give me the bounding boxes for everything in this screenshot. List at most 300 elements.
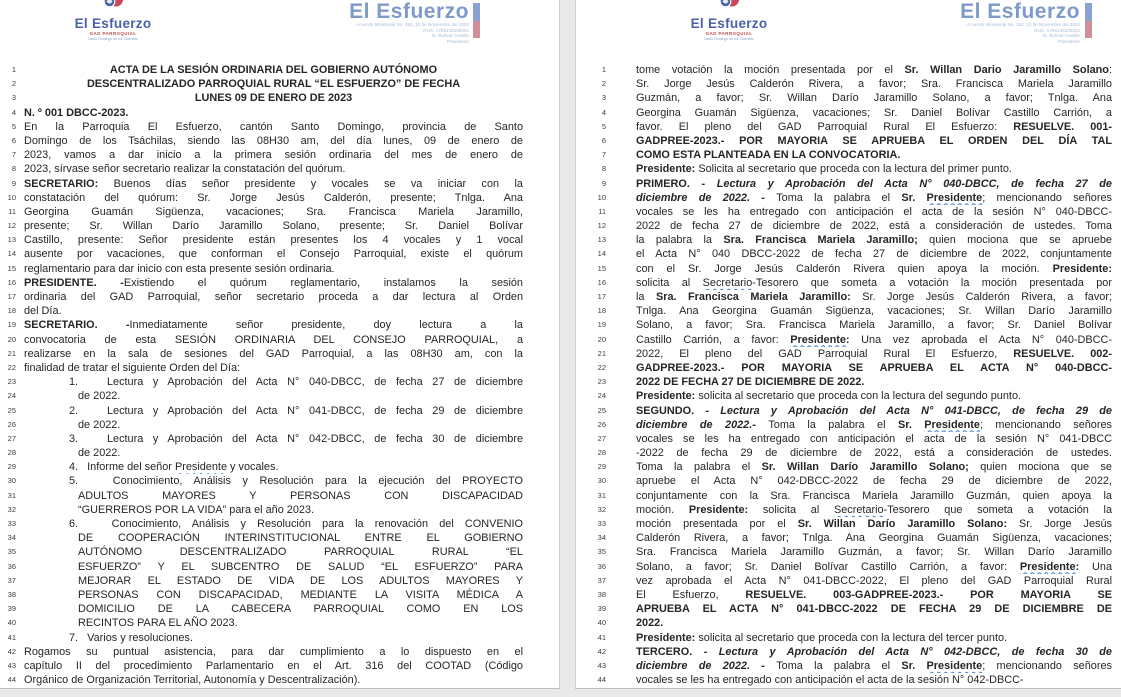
document-line — [576, 560, 1121, 574]
document-line — [576, 602, 1121, 616]
document-line — [0, 120, 559, 134]
line-number: 20 — [597, 334, 606, 344]
line-text: ESFUERZO” Y EL SUBCENTRO DE SALUD “EL ESFUERZO” PARA — [78, 560, 523, 573]
line-text: APRUEBA EL ACTA N° 041-DBCC-2022 DE FECHA 29 DE DICIEMBRE DE — [636, 603, 1112, 616]
letterhead-detail: Sr. Bolívar Castillo — [431, 33, 469, 39]
logo-subtitle: GAD PARROQUIAL — [705, 31, 753, 36]
document-page-2[interactable] — [575, 0, 1121, 689]
line-number: 37 — [597, 575, 606, 585]
document-line — [0, 616, 559, 630]
letterhead-detail: Sr. Bolívar Castillo — [1042, 33, 1080, 39]
document-line — [576, 148, 1121, 162]
line-text: -2022 de fecha 29 de diciembre de 2022, está a consideración de ustedes. — [636, 447, 1112, 460]
line-number: 32 — [597, 504, 606, 514]
line-text: SECRETARIO: Buenos días señor presidente y vocales se va iniciar con la — [24, 177, 523, 190]
line-text: moción. Presidente: solicita al Secretario-Tesorero que someta a votación la — [636, 503, 1112, 516]
line-text: favor. El pleno del GAD Parroquial Rural El Esfuerzo: RESUELVE. 001- — [636, 120, 1113, 133]
line-text: 2022 DE FECHA 27 DE DICIEMBRE DE 2022. — [636, 376, 865, 389]
line-number: 15 — [7, 263, 16, 273]
line-number: 29 — [597, 462, 606, 472]
line-text: 3. Lectura y Aprobación del Acta N° 042-DBCC, de fecha 30 de diciembre — [69, 432, 523, 445]
line-number: 36 — [7, 561, 16, 571]
line-number: 42 — [597, 646, 606, 656]
line-text: MEJORAR EL ESTADO DE VIDA DE LOS ADULTOS MAYORES Y — [78, 574, 523, 587]
flag-bar-icon — [1085, 3, 1092, 38]
document-line — [0, 63, 559, 77]
document-line — [0, 177, 559, 191]
line-number: 12 — [597, 221, 606, 231]
line-text: la Sra. Francisca Mariela Jaramillo: Sr. Jorge Jesús Calderón Rivera, a favor; — [636, 291, 1112, 303]
document-line — [0, 432, 559, 446]
document-line — [0, 517, 559, 531]
line-text: Tnlga. Ana Georgina Guamán Sigüenza, vacaciones; Sr. Willan Darío Jaramillo — [636, 305, 1112, 318]
line-text: ordinaria del GAD Parroquial, señor secretario proceda a dar lectura al Orden — [24, 291, 523, 303]
document-line — [576, 347, 1121, 361]
line-number: 3 — [601, 93, 606, 103]
document-line — [576, 106, 1121, 120]
line-number: 37 — [7, 575, 16, 585]
line-text: DESCENTRALIZADO PARROQUIAL RURAL “EL ESFUERZO” DE FECHA — [86, 78, 461, 91]
document-line — [576, 389, 1121, 403]
line-text: 5. Conocimiento, Análisis y Resolución para la ejecución del PROYECTO — [69, 475, 523, 488]
line-text: LUNES 09 DE ENERO DE 2023 — [194, 92, 353, 105]
line-number: 16 — [7, 277, 16, 287]
line-text: de 2022. — [78, 418, 121, 431]
line-number: 13 — [597, 235, 606, 245]
page-gutter — [560, 0, 575, 689]
line-number: 30 — [7, 476, 16, 486]
line-text: Calderón Rivera, a favor; Tnlga. Ana Georgina Guamán Sigüenza, vacaciones; — [636, 532, 1112, 545]
page-lines[interactable] — [576, 63, 1121, 687]
line-number: 8 — [601, 164, 606, 174]
line-number: 24 — [7, 391, 16, 401]
line-text: Toma la palabra el Sr. Willan Darío Jaramillo Solano; quien mociona que se — [636, 461, 1112, 474]
document-line — [576, 77, 1121, 91]
line-text: “GUERREROS POR LA VIDA” para el año 2023. — [78, 503, 315, 516]
line-number: 19 — [7, 320, 16, 330]
document-line — [0, 290, 559, 304]
gad-logo — [674, 0, 784, 42]
line-text: El Esfuerzo, RESUELVE. 003-GADPREE-2023.- POR MAYORIA SE — [636, 588, 1112, 601]
document-line — [0, 631, 559, 645]
document-line — [576, 574, 1121, 588]
document-line — [0, 659, 559, 673]
line-number: 7 — [11, 150, 16, 160]
line-text: Presidente: solicita al secretario que proceda con la lectura del tercer punto. — [636, 631, 1008, 644]
line-text: ausente por vacaciones, que conforman el Consejo Parroquial, existe el quórum — [24, 248, 523, 261]
line-text: 4. Informe del señor Presidente y vocales. — [69, 461, 279, 474]
letterhead-detail: Acuerdo Ministerial No. 352, 10 de Noviembre del 2003 — [967, 22, 1080, 27]
line-number: 38 — [597, 589, 606, 599]
line-number: 42 — [7, 646, 16, 656]
line-number: 36 — [597, 561, 606, 571]
line-number: 27 — [7, 433, 16, 443]
logo-swirl-icon — [716, 0, 742, 12]
line-number: 17 — [7, 292, 16, 301]
letterhead-detail: RUC: 1768138200001 — [423, 27, 469, 33]
line-number: 32 — [7, 504, 16, 514]
document-line — [576, 616, 1121, 630]
line-number: 27 — [597, 433, 606, 443]
line-number: 31 — [7, 490, 16, 500]
line-text: Solano, a favor; Sra. Francisca Mariela Jaramillo, a favor; Sr. Daniel Bolívar — [636, 319, 1112, 332]
document-line — [0, 673, 559, 687]
document-line — [576, 162, 1121, 176]
document-line — [0, 233, 559, 247]
document-line — [576, 361, 1121, 375]
spellcheck-word: Presidente — [926, 191, 983, 204]
line-number: 39 — [597, 604, 606, 614]
logo-subtitle: GAD PARROQUIAL — [89, 31, 137, 36]
line-number: 12 — [7, 221, 16, 231]
document-line — [0, 460, 559, 474]
document-line — [576, 205, 1121, 219]
line-text: de 2022. — [78, 390, 121, 403]
document-line — [0, 446, 559, 460]
line-text: Castillo, presente: Señor presidente están presentes los 4 vocales y 1 vocal — [24, 234, 523, 247]
line-text: Georgina Guamán Sigüenza, vacaciones; Sr. Daniel Bolívar Castillo Carrión, a — [636, 106, 1112, 119]
line-text: PRIMERO. - Lectura y Aprobación del Acta N° 040-DBCC, de fecha 27 de — [636, 177, 1112, 190]
line-number: 8 — [11, 164, 16, 174]
document-line — [576, 262, 1121, 276]
document-line — [0, 219, 559, 233]
document-line — [0, 545, 559, 559]
line-number: 19 — [597, 320, 606, 330]
document-line — [576, 489, 1121, 503]
line-number: 35 — [597, 547, 606, 557]
line-text: vez aprobada el Acta N° 041-DBCC-2022, El pleno del GAD Parroquial Rural — [636, 574, 1112, 587]
line-number: 2 — [11, 79, 16, 89]
line-text: vocales se les ha entregado con anticipación el acta de la sesión N° 042-DBCC- — [636, 674, 1024, 687]
document-line — [576, 247, 1121, 261]
document-line — [0, 531, 559, 545]
flag-bar-icon — [473, 3, 480, 38]
line-number: 5 — [601, 121, 606, 131]
line-text: PRESIDENTE. -Existiendo el quórum reglamentario, instalamos la sesión — [24, 276, 523, 289]
document-line — [0, 602, 559, 616]
logo-swirl-icon — [100, 0, 126, 12]
document-line — [576, 134, 1121, 148]
spellcheck-word: Secretario — [702, 276, 753, 289]
line-text: DE COOPERACIÓN INTERINSTITUCIONAL ENTRE EL GOBIERNO — [78, 532, 523, 545]
line-text: 2022 de fecha 27 de diciembre de 2022, está a consideración de ustedes. Toma — [636, 220, 1112, 233]
line-text: Sr. Jorge Jesús Calderón Rivera, a favor; Sra. Francisca Mariela Jaramillo — [636, 78, 1112, 91]
line-text: Domingo de los Tsáchilas, siendo las 08H30 am, del día lunes, 09 de enero de — [24, 134, 523, 147]
line-number: 3 — [11, 93, 16, 103]
document-line — [0, 474, 559, 488]
document-line — [0, 489, 559, 503]
spellcheck-word: Presidente — [924, 418, 980, 431]
document-line — [576, 290, 1121, 304]
line-text: SEGUNDO. - Lectura y Aprobación del Acta N° 041-DBCC, de fecha 29 de — [636, 404, 1112, 417]
line-number: 18 — [7, 306, 16, 316]
document-line — [576, 545, 1121, 559]
letterhead-detail: Acuerdo Ministerial No. 352, 10 de Noviembre del 2003 — [356, 22, 469, 27]
line-text: PERSONAS CON DISCAPACIDAD, MEDIANTE LA VISITA MÉDICA A — [78, 588, 523, 601]
line-text: 2022, El pleno del GAD Parroquial Rural El Esfuerzo, RESUELVE. 002- — [636, 347, 1112, 360]
line-number: 4 — [601, 107, 606, 117]
line-number: 34 — [597, 533, 606, 543]
document-line — [0, 361, 559, 375]
line-text: finalidad de tratar el siguiente Orden del Día: — [24, 361, 241, 374]
line-number: 35 — [7, 547, 16, 557]
line-number: 10 — [7, 192, 16, 202]
document-line — [0, 645, 559, 659]
document-line — [0, 191, 559, 205]
line-text: GADPREE-2023.- POR MAYORIA SE APRUEBA EL ORDEN DEL DÍA TAL — [636, 134, 1112, 147]
document-line — [0, 333, 559, 347]
line-text: diciembre de 2022.- Toma la palabra el Sr. Presidente; mencionando señores — [636, 418, 1112, 431]
line-text: la palabra la Sra. Francisca Mariela Jaramillo; quien mociona que se apruebe — [636, 234, 1112, 247]
line-text: 2. Lectura y Aprobación del Acta N° 041-DBCC, de fecha 29 de diciembre — [69, 404, 523, 417]
spellcheck-word: Presidente — [1019, 560, 1076, 573]
document-line — [0, 148, 559, 162]
document-line — [576, 517, 1121, 531]
document-line — [0, 91, 559, 105]
line-number: 43 — [7, 660, 16, 670]
line-number: 16 — [597, 277, 606, 287]
line-text: Rogamos su puntual asistencia, para dar cumplimiento a lo dispuesto en el — [24, 645, 523, 658]
line-text: Orgánico de Organización Territorial, Autonomía y Descentralización). — [24, 674, 361, 687]
document-line — [576, 404, 1121, 418]
line-number: 20 — [7, 334, 16, 344]
line-number: 14 — [597, 249, 606, 259]
line-text: RECINTOS PARA EL AÑO 2023. — [78, 617, 238, 630]
line-number: 41 — [7, 632, 16, 642]
document-line — [576, 645, 1121, 659]
line-number: 1 — [11, 65, 16, 74]
line-text: realizarse en la sala de sesiones del GAD Parroquial, a las 08H30 am, con la — [24, 347, 523, 360]
document-line — [576, 318, 1121, 332]
line-number: 6 — [601, 135, 606, 145]
line-text: En la Parroquia El Esfuerzo, cantón Santo Domingo, provincia de Santo — [24, 120, 523, 133]
line-text: N. º 001 DBCC-2023. — [24, 106, 129, 119]
line-number: 28 — [7, 448, 16, 458]
letterhead-brand — [960, 1, 1080, 44]
document-line — [0, 247, 559, 261]
line-text: Guzmán, a favor; Sr. Willan Darío Jaramillo Solano, a favor; Tnlga. Ana — [636, 92, 1112, 105]
line-text: conjuntamente con la Sra. Francisca Mariela Jaramillo Guzmán, quien apoya la — [636, 489, 1112, 502]
line-number: 14 — [7, 249, 16, 259]
line-text: vocales se les ha entregado con anticipación el acta de la sesión N° 040-DBCC- — [636, 205, 1112, 218]
line-text: ACTA DE LA SESIÓN ORDINARIA DEL GOBIERNO AUTÓNOMO — [109, 64, 438, 76]
line-text: vocales se les ha entregado con anticipación el acta de la sesión N° 041-DBCC — [636, 432, 1112, 445]
line-text: AUTÓNOMO DESCENTRALIZADO PARROQUIAL RURAL “EL — [78, 546, 523, 559]
document-line — [0, 347, 559, 361]
line-number: 44 — [597, 675, 606, 685]
logo-title: El Esfuerzo — [690, 16, 768, 31]
spellcheck-word: Presidente — [174, 461, 228, 474]
line-text: TERCERO. - Lectura y Aprobación del Acta N° 042-DBCC, de fecha 30 de — [636, 645, 1112, 658]
line-text: 7. Varios y resoluciones. — [69, 631, 193, 644]
line-text: ADULTOS MAYORES Y PERSONAS CON DISCAPACIDAD — [78, 489, 523, 502]
document-line — [576, 474, 1121, 488]
line-text: presente; Sr. Willan Darío Jaramillo Solano, presente; Sr. Daniel Bolívar — [24, 220, 523, 233]
logo-subtitle-2: Santo Domingo de los Tsáchilas — [88, 37, 138, 41]
line-text: 2023, vamos a dar inicio a la primera sesión ordinaria del mes de enero de — [24, 149, 523, 162]
document-line — [0, 304, 559, 318]
document-line — [0, 503, 559, 517]
page-lines[interactable] — [0, 63, 559, 687]
line-number: 9 — [11, 178, 16, 188]
document-line — [576, 503, 1121, 517]
document-line — [0, 276, 559, 290]
document-line — [0, 77, 559, 91]
letterhead-title: El Esfuerzo — [960, 0, 1080, 23]
page-header — [0, 0, 559, 63]
document-line — [0, 205, 559, 219]
document-line — [576, 233, 1121, 247]
line-number: 10 — [597, 192, 606, 202]
line-text: con el Sr. Jorge Jesús Calderón Rivera quien apoya la moción. Presidente: — [636, 262, 1112, 275]
line-text: Presidente: Solicita al secretario que proceda con la lectura del primer punto. — [636, 163, 1012, 176]
line-number: 23 — [7, 377, 16, 387]
line-text: COMO ESTA PLANTEADA EN LA CONVOCATORIA. — [636, 149, 901, 162]
line-number: 33 — [7, 519, 16, 528]
spellcheck-word: Presidente — [926, 659, 983, 672]
line-number: 23 — [597, 377, 606, 387]
document-line — [576, 460, 1121, 474]
gad-logo — [58, 0, 168, 42]
line-text: 1. Lectura y Aprobación del Acta N° 040-DBCC, de fecha 27 de diciembre — [69, 376, 523, 389]
line-number: 21 — [597, 348, 606, 358]
line-number: 31 — [597, 490, 606, 500]
letterhead-title: El Esfuerzo — [349, 0, 469, 23]
document-line — [576, 177, 1121, 191]
line-number: 4 — [11, 107, 16, 117]
document-line — [576, 63, 1121, 77]
line-number: 17 — [597, 292, 606, 301]
document-line — [576, 531, 1121, 545]
document-line — [576, 588, 1121, 602]
line-text: Presidente: solicita al secretario que proceda con la lectura del segundo punto. — [636, 390, 1022, 403]
document-line — [576, 91, 1121, 105]
letterhead-brand — [349, 1, 469, 44]
document-line — [0, 404, 559, 418]
line-text: Solano, a favor; Sr. Daniel Bolívar Castillo Carrión, a favor: Presidente: Una — [636, 560, 1113, 573]
document-line — [576, 673, 1121, 687]
line-text: 2023, sírvase señor secretario realizar la constatación del quórum. — [24, 163, 346, 176]
line-number: 2 — [601, 79, 606, 89]
page-header — [576, 0, 1121, 63]
line-text: diciembre de 2022. - Toma la palabra el Sr. Presidente; mencionando señores — [636, 191, 1112, 204]
line-number: 33 — [597, 519, 606, 528]
document-page-1[interactable] — [0, 0, 560, 689]
line-number: 9 — [601, 178, 606, 188]
line-text: constatación del quórum: Sr. Jorge Jesús Calderón, presente; Tnlga. Ana — [24, 191, 523, 204]
logo-title: El Esfuerzo — [74, 16, 152, 31]
line-number: 11 — [8, 206, 16, 216]
line-number: 40 — [597, 618, 606, 628]
line-text: capítulo II del procedimiento Parlamentario en el Art. 316 del COOTAD (Código — [24, 659, 523, 672]
line-number: 18 — [597, 306, 606, 316]
line-text: diciembre de 2022. - Toma la palabra el Sr. Presidente; mencionando señores — [636, 659, 1112, 672]
document-line — [576, 304, 1121, 318]
line-number: 39 — [7, 604, 16, 614]
document-line — [576, 446, 1121, 460]
document-line — [0, 588, 559, 602]
line-number: 38 — [7, 589, 16, 599]
document-line — [576, 659, 1121, 673]
letterhead-detail: RUC: 1768138200001 — [1034, 27, 1080, 33]
document-line — [576, 418, 1121, 432]
line-text: solicita al Secretario-Tesorero que someta a votación la moción presentada por — [636, 276, 1112, 289]
line-text: del Día. — [24, 305, 62, 318]
spellcheck-word: Presidente — [790, 333, 846, 346]
line-text: GADPREE-2023.- POR MAYORIA SE APRUEBA EL ACTA N° 040-DBCC- — [636, 361, 1112, 374]
line-number: 22 — [7, 362, 16, 372]
line-number: 26 — [7, 419, 16, 429]
line-text: Castillo Carrión, a favor: Presidente: Una vez aprobada el Acta N° 040-DBCC- — [636, 333, 1112, 346]
line-number: 25 — [7, 405, 16, 415]
document-line — [576, 432, 1121, 446]
document-line — [0, 134, 559, 148]
line-number: 15 — [597, 263, 606, 273]
line-number: 7 — [601, 150, 606, 160]
line-number: 13 — [7, 235, 16, 245]
line-number: 26 — [597, 419, 606, 429]
document-line — [0, 162, 559, 176]
line-number: 28 — [597, 448, 606, 458]
document-line — [0, 262, 559, 276]
line-text: Sra. Francisca Mariela Jaramillo Guzmán, a favor; Sr. Willan Darío Jaramillo — [636, 546, 1112, 559]
line-text: reglamentario para dar inicio con esta presente sesión ordinaria. — [24, 262, 335, 275]
line-text: moción presentada por el Sr. Willan Darío Jaramillo Solano: Sr. Jorge Jesús — [636, 518, 1112, 530]
document-line — [576, 333, 1121, 347]
line-number: 11 — [598, 206, 606, 216]
line-number: 1 — [601, 65, 606, 74]
line-text: de 2022. — [78, 447, 121, 460]
spellcheck-word: Secretario — [833, 503, 884, 516]
line-number: 25 — [597, 405, 606, 415]
line-text: apruebe el Acta N° 042-DBCC-2022 de fecha 29 de diciembre de 2022, — [636, 475, 1112, 488]
line-text: Georgina Guamán Sigüenza, vacaciones; Sra. Francisca Mariela Jaramillo, — [24, 205, 523, 218]
line-number: 24 — [597, 391, 606, 401]
line-number: 41 — [597, 632, 606, 642]
document-line — [576, 191, 1121, 205]
line-number: 22 — [597, 362, 606, 372]
line-number: 6 — [11, 135, 16, 145]
line-text: DOMICILIO DE LA CABECERA PARROQUIAL COMO EN LOS — [78, 603, 523, 616]
document-line — [576, 219, 1121, 233]
document-line — [0, 418, 559, 432]
line-text: 2022. — [636, 617, 664, 630]
document-line — [576, 120, 1121, 134]
document-line — [0, 375, 559, 389]
document-line — [0, 389, 559, 403]
line-number: 43 — [597, 660, 606, 670]
document-line — [0, 560, 559, 574]
line-number: 40 — [7, 618, 16, 628]
line-number: 30 — [597, 476, 606, 486]
document-line — [0, 318, 559, 332]
line-text: SECRETARIO. -Inmediatamente señor presidente, doy lectura a la — [24, 319, 523, 332]
line-text: tome votación la moción presentada por el Sr. Willan Dario Jaramillo Solano: — [636, 64, 1112, 76]
line-text: el Acta N° 040 DBCC-2022 de fecha 27 de diciembre de 2022, conjuntamente — [636, 248, 1112, 261]
document-line — [0, 574, 559, 588]
document-line — [576, 375, 1121, 389]
logo-subtitle-2: Santo Domingo de los Tsáchilas — [704, 37, 754, 41]
document-line — [576, 276, 1121, 290]
line-number: 44 — [7, 675, 16, 685]
letterhead-detail: Presidente — [1058, 38, 1080, 44]
line-number: 21 — [7, 348, 16, 358]
line-number: 5 — [11, 121, 16, 131]
line-text: 6. Conocimiento, Análisis y Resolución para la renovación del CONVENIO — [69, 518, 523, 530]
line-number: 34 — [7, 533, 16, 543]
line-number: 29 — [7, 462, 16, 472]
letterhead-detail: Presidente — [447, 38, 469, 44]
